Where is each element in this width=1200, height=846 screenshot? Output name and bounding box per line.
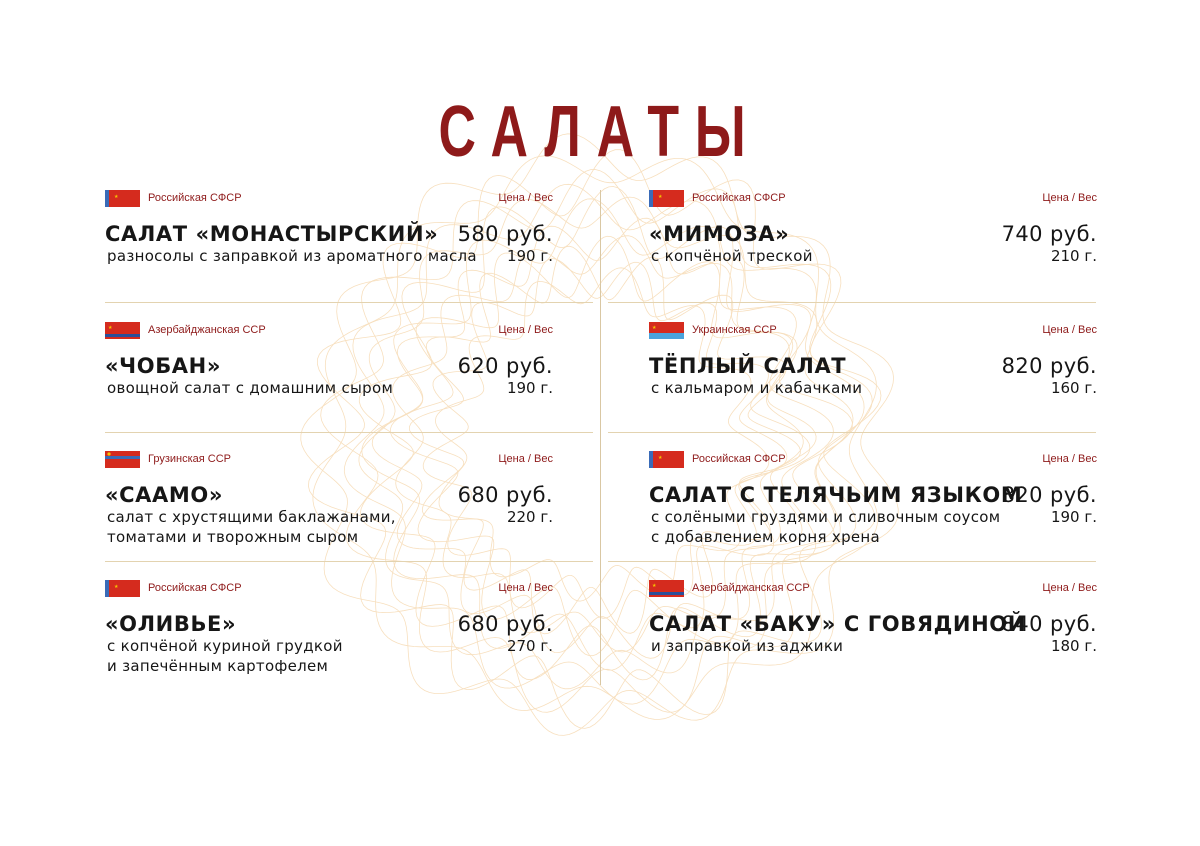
republic-label: Российская СФСР — [148, 192, 242, 204]
dish-name: «ЧОБАН» — [105, 354, 221, 378]
dish-description: разносолы с заправкой из ароматного масла — [107, 247, 477, 265]
dish-name: САЛАТ С ТЕЛЯЧЬИМ ЯЗЫКОМ — [649, 483, 1023, 507]
republic-label: Российская СФСР — [692, 453, 786, 465]
rsfsr-flag-icon — [105, 580, 140, 597]
dish-name: «МИМОЗА» — [649, 222, 790, 246]
georgian-ssr-flag-icon — [105, 451, 140, 468]
price-weight-header: Цена / Вес — [1042, 324, 1097, 336]
menu-item — [649, 580, 1097, 700]
dish-weight: 180 г. — [1050, 637, 1097, 655]
dish-description: и заправкой из аджики — [651, 637, 844, 655]
price-weight-header: Цена / Вес — [1042, 453, 1097, 465]
dish-description: с копчёной треской — [651, 247, 813, 265]
menu-item — [105, 580, 553, 700]
item-meta — [105, 580, 553, 598]
dish-weight: 190 г. — [506, 379, 553, 397]
dish-description: овощной салат с домашним сыром — [107, 379, 394, 397]
menu-item — [649, 451, 1097, 571]
republic-label: Российская СФСР — [692, 192, 786, 204]
svg-text:★: ★ — [114, 584, 119, 590]
item-meta — [105, 322, 553, 340]
dish-price: 580 руб. — [457, 222, 553, 246]
dish-price: 840 руб. — [1001, 612, 1097, 636]
menu-item — [649, 322, 1097, 442]
azerbaijan-ssr-flag-icon — [105, 322, 140, 339]
dish-price: 620 руб. — [457, 354, 553, 378]
svg-text:★: ★ — [652, 325, 657, 331]
price-weight-header: Цена / Вес — [1042, 582, 1097, 594]
price-weight-header: Цена / Вес — [1042, 192, 1097, 204]
republic-label: Российская СФСР — [148, 582, 242, 594]
item-meta — [649, 190, 1097, 208]
dish-price: 680 руб. — [457, 612, 553, 636]
dish-name: САЛАТ «БАКУ» С ГОВЯДИНОЙ — [649, 612, 1026, 636]
svg-text:★: ★ — [658, 194, 663, 200]
dish-weight: 160 г. — [1050, 379, 1097, 397]
dish-description: с солёными груздями и сливочным соусом с добавлением корня хрена — [651, 508, 1001, 546]
dish-price: 680 руб. — [457, 483, 553, 507]
republic-label: Азербайджанская ССР — [692, 582, 810, 594]
dish-price: 820 руб. — [1001, 354, 1097, 378]
rsfsr-flag-icon — [649, 451, 684, 468]
dish-price: 820 руб. — [1001, 483, 1097, 507]
menu-item — [649, 190, 1097, 310]
price-weight-header: Цена / Вес — [498, 324, 553, 336]
dish-weight: 270 г. — [506, 637, 553, 655]
azerbaijan-ssr-flag-icon — [649, 580, 684, 597]
dish-weight: 210 г. — [1050, 247, 1097, 265]
menu-item — [105, 451, 553, 571]
dish-description: с копчёной куриной грудкой и запечённым картофелем — [107, 637, 343, 675]
item-meta — [105, 190, 553, 208]
dish-name: «СААМО» — [105, 483, 223, 507]
dish-description: салат с хрустящими баклажанами, томатами и творожным сыром — [107, 508, 396, 546]
rsfsr-flag-icon — [649, 190, 684, 207]
menu-item — [105, 190, 553, 310]
column-divider — [600, 190, 601, 685]
item-meta — [649, 322, 1097, 340]
ukrainian-ssr-flag-icon — [649, 322, 684, 339]
dish-price: 740 руб. — [1001, 222, 1097, 246]
dish-weight: 190 г. — [506, 247, 553, 265]
item-meta — [105, 451, 553, 469]
dish-name: ТЁПЛЫЙ САЛАТ — [649, 354, 847, 378]
republic-label: Грузинская ССР — [148, 453, 232, 465]
price-weight-header: Цена / Вес — [498, 453, 553, 465]
item-meta — [649, 580, 1097, 598]
svg-text:★: ★ — [652, 583, 657, 589]
dish-name: «ОЛИВЬЕ» — [105, 612, 237, 636]
rsfsr-flag-icon — [105, 190, 140, 207]
svg-text:★: ★ — [658, 455, 663, 461]
republic-label: Украинская ССР — [692, 324, 777, 336]
svg-text:★: ★ — [108, 325, 113, 331]
dish-name: САЛАТ «МОНАСТЫРСКИЙ» — [105, 222, 439, 246]
page-title: САЛАТЫ — [438, 92, 762, 172]
price-weight-header: Цена / Вес — [498, 192, 553, 204]
republic-label: Азербайджанская ССР — [148, 324, 266, 336]
item-meta — [649, 451, 1097, 469]
dish-description: с кальмаром и кабачками — [651, 379, 863, 397]
dish-weight: 220 г. — [506, 508, 553, 526]
dish-weight: 190 г. — [1050, 508, 1097, 526]
menu-item — [105, 322, 553, 442]
svg-text:★: ★ — [114, 194, 119, 200]
price-weight-header: Цена / Вес — [498, 582, 553, 594]
